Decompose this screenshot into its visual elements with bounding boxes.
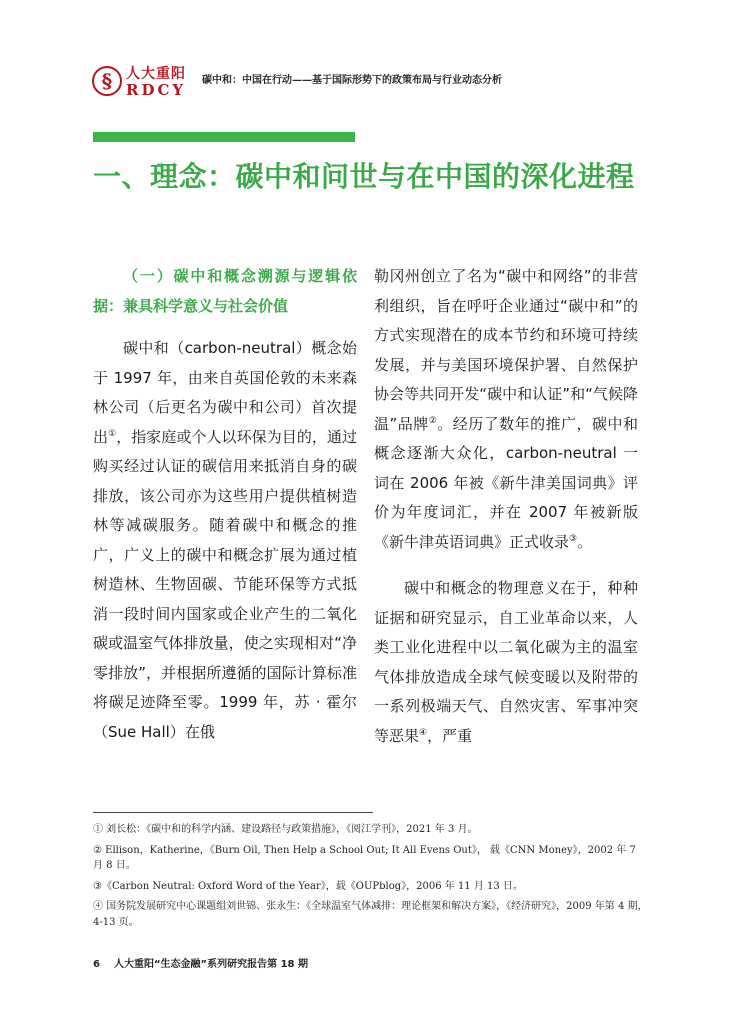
page-footer [93,955,308,970]
paragraph-text: ，严重 [427,726,473,745]
footnote-item: ④ 国务院发展研究中心课题组刘世锦、张永生：《全球温室气体减排：理论框架和解决方案》，《经济研究》，2009 年第 4 期，4-13 页。 [93,901,648,928]
paragraph-text: 碳中和（carbon-neutral）概念始于 1997 年，由来自英国伦敦的未来森林公司（后更名为碳中和公司）首次提出 [93,339,357,446]
footnote-ref-2[interactable]: ② [428,415,438,426]
footnote-ref-4[interactable]: ④ [419,727,428,738]
footnote-ref-3[interactable]: ③ [569,533,578,544]
right-column [374,262,638,751]
paragraph-text: 碳中和概念的物理意义在于，种种证据和研究显示，自工业革命以来，人类工业化进程中以二氧化碳为主的温室气体排放造成全球气候变暖以及附带的一系列极端天气、自然灾害、军事冲突等恶果 [374,579,638,745]
rdcy-logo [92,62,192,102]
footnote-ref-1[interactable]: ① [108,428,117,439]
body-paragraph [93,334,357,747]
left-column [93,262,357,747]
page-header [92,62,652,102]
section-title: 一、理念：碳中和问世与在中国的深化进程 [93,160,635,193]
paragraph-text: 。经历了数年的推广，碳中和概念逐渐大众化，carbon-neutral 一词在 2006 年被《新牛津美国词典》评价为年度词汇，并在 2007 年被新版《新牛津英语词典》正式收录 [374,414,638,551]
section-accent-bar [93,132,355,142]
footnote-divider [93,812,373,813]
report-series: 人大重阳“生态金融”系列研究报告第 18 期 [113,959,308,970]
logo-chinese-name: 人大重阳 [126,66,186,82]
subsection-heading: （一）碳中和概念溯源与逻辑依据：兼具科学意义与社会价值 [93,267,357,315]
paragraph-text: 勒冈州创立了名为“碳中和网络”的非营利组织，旨在呼吁企业通过“碳中和”的方式实现潜在的成本节约和环境可持续发展，并与美国环境保护署、自然保护协会等共同开发“碳中和认证”和“气候降温”品牌 [374,267,638,433]
body-paragraph [374,262,638,557]
footnote-item: ③《Carbon Neutral: Oxford Word of the Year》，载《OUPblog》，2006 年 11 月 13 日。 [93,880,523,892]
page-number: 6 [93,959,100,970]
paragraph-text: 。 [577,532,593,551]
footnote-item: ① 刘长松：《碳中和的科学内涵、建设路径与政策措施》，《阅江学刊》，2021 年 3 月。 [93,824,478,835]
paragraph-text: ，指家庭或个人以环保为目的，通过购买经过认证的碳信用来抵消自身的碳排放，该公司亦为这些用户提供植树造林等减碳服务。随着碳中和概念的推广，广义上的碳中和概念扩展为通过植树造林、生物固碳、节能环保等方式抵消一段时间内国家或企业产生的二氧化碳或温室气体排放量，使之实现相对“净零排放”，并根据所遵循的国际计算标准将碳足迹降至零。1999 年，苏 · 霍尔（Sue Hall）在俄 [93,427,357,741]
footnote-item: ② Ellison，Katherine，《Burn Oil, Then Help a School Out; It All Evens Out》， 载《CNN Money》，2002 年 7 月 8 日。 [93,844,636,871]
logo-english-name: RDCY [126,81,187,99]
footnotes [93,822,648,935]
logo-emblem-icon: § [92,66,122,96]
body-paragraph [374,574,638,751]
running-header-title: 碳中和：中国在行动——基于国际形势下的政策布局与行业动态分析 [202,75,502,86]
